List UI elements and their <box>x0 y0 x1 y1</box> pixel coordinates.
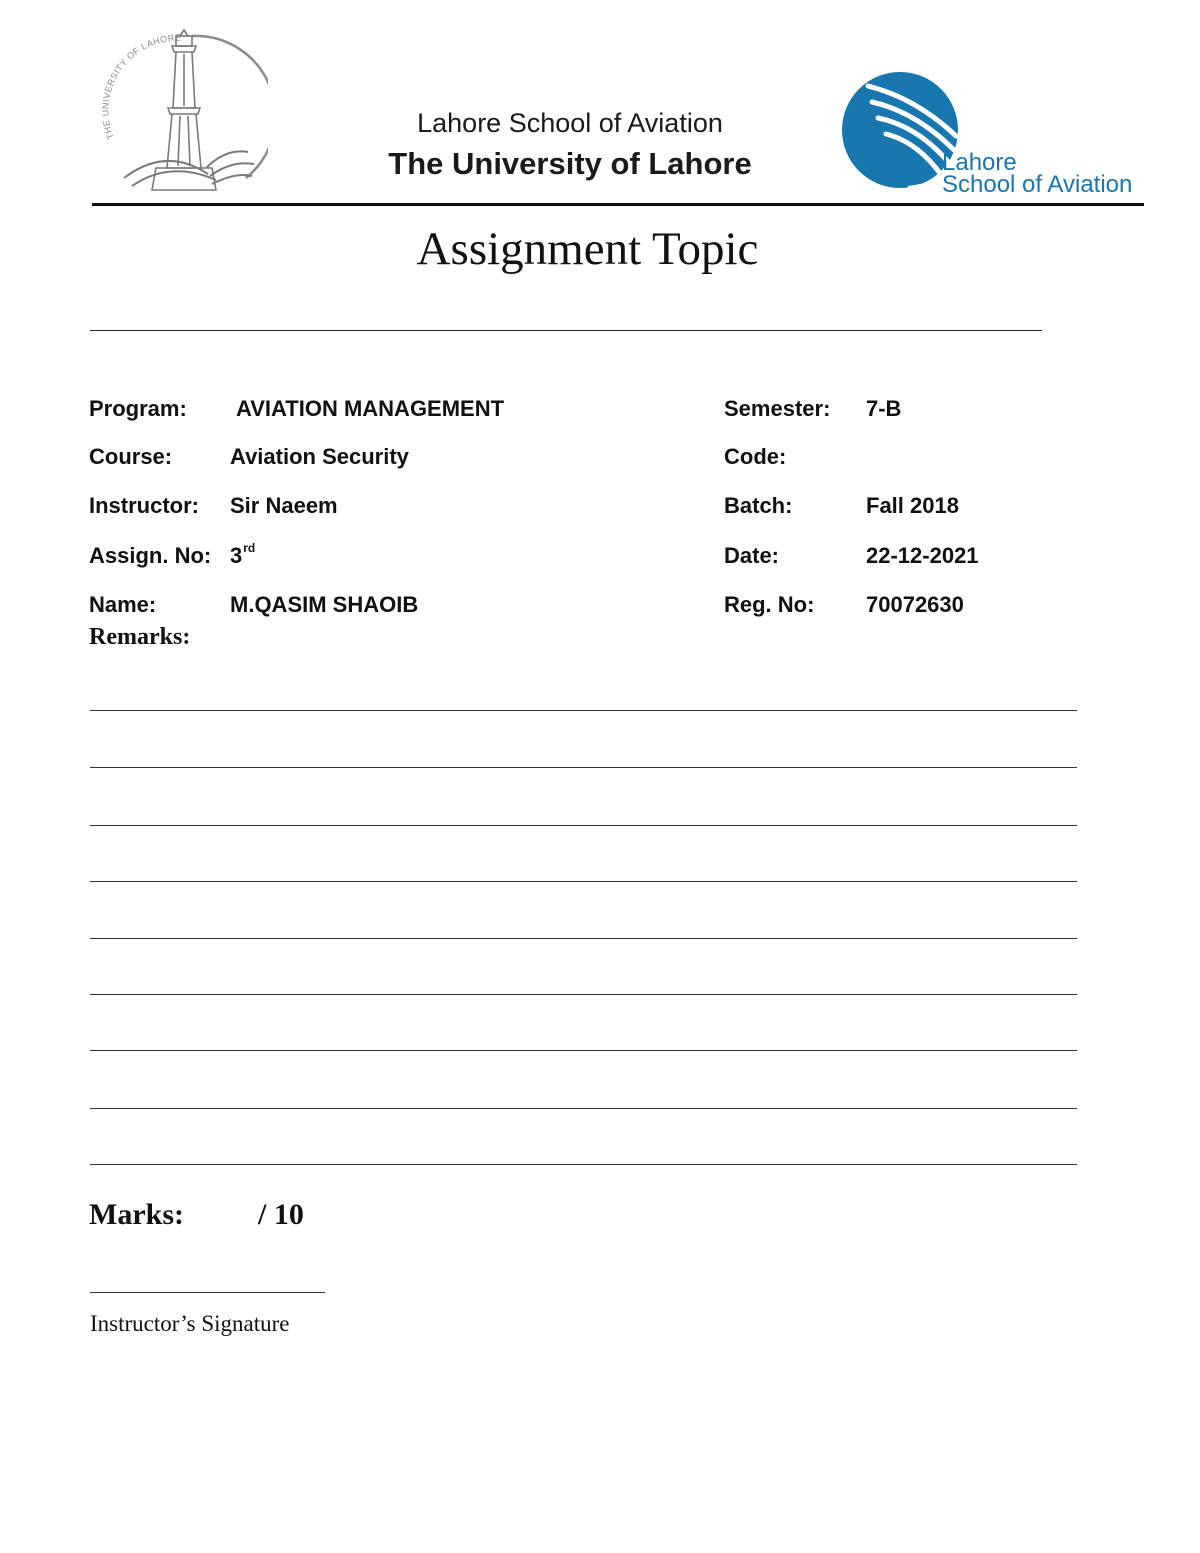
assignment-number-label: Assign. No: <box>89 543 212 568</box>
assignment-number-value <box>230 543 255 569</box>
logo-arc-text: THE UNIVERSITY OF LAHORE <box>100 32 182 141</box>
remarks-line <box>90 1164 1077 1165</box>
date-value: 22-12-2021 <box>866 543 979 568</box>
lahore-school-of-aviation-logo <box>838 68 1138 198</box>
name-label: Name: <box>89 592 157 617</box>
remarks-line <box>90 938 1077 939</box>
logo-text-lahore: Lahore <box>942 149 1017 176</box>
program-value: AVIATION MANAGEMENT <box>236 396 505 421</box>
university-of-lahore-logo <box>96 28 268 196</box>
semester-value: 7-B <box>866 396 902 421</box>
program-label: Program: <box>89 396 187 421</box>
remarks-line <box>90 767 1077 768</box>
reg-no-value: 70072630 <box>866 592 964 617</box>
marks-total: / 10 <box>258 1198 304 1231</box>
course-value: Aviation Security <box>230 444 409 469</box>
svg-text:THE UNIVERSITY OF LAHORE <box>100 33 181 141</box>
remarks-label: Remarks: <box>89 624 191 650</box>
course-label: Course: <box>89 444 173 469</box>
batch-label: Batch: <box>724 493 793 518</box>
instructor-label: Instructor: <box>89 493 199 518</box>
date-label: Date: <box>724 543 780 568</box>
remarks-line <box>90 1050 1077 1051</box>
reg-no-label: Reg. No: <box>724 592 815 617</box>
school-name: Lahore School of Aviation <box>417 108 723 138</box>
signature-line <box>90 1292 325 1293</box>
remarks-line <box>90 881 1077 882</box>
marks-label: Marks: <box>89 1198 184 1231</box>
assignment-title: Assignment Topic <box>416 223 759 275</box>
assignment-number-suffix: rd <box>243 541 256 555</box>
batch-value: Fall 2018 <box>866 493 959 518</box>
title-underline <box>90 330 1042 331</box>
university-name: The University of Lahore <box>388 146 752 181</box>
remarks-line <box>90 710 1077 711</box>
remarks-line <box>90 994 1077 995</box>
name-value: M.QASIM SHAOIB <box>230 592 419 617</box>
assignment-number: 3 <box>230 543 243 568</box>
logo-text-school: School of Aviation <box>942 171 1133 198</box>
header-divider <box>92 203 1144 206</box>
code-label: Code: <box>724 444 787 469</box>
semester-label: Semester: <box>724 396 831 421</box>
instructor-value: Sir Naeem <box>230 493 338 518</box>
instructor-signature-label: Instructor’s Signature <box>90 1311 290 1336</box>
remarks-line <box>90 825 1077 826</box>
remarks-line <box>90 1108 1077 1109</box>
